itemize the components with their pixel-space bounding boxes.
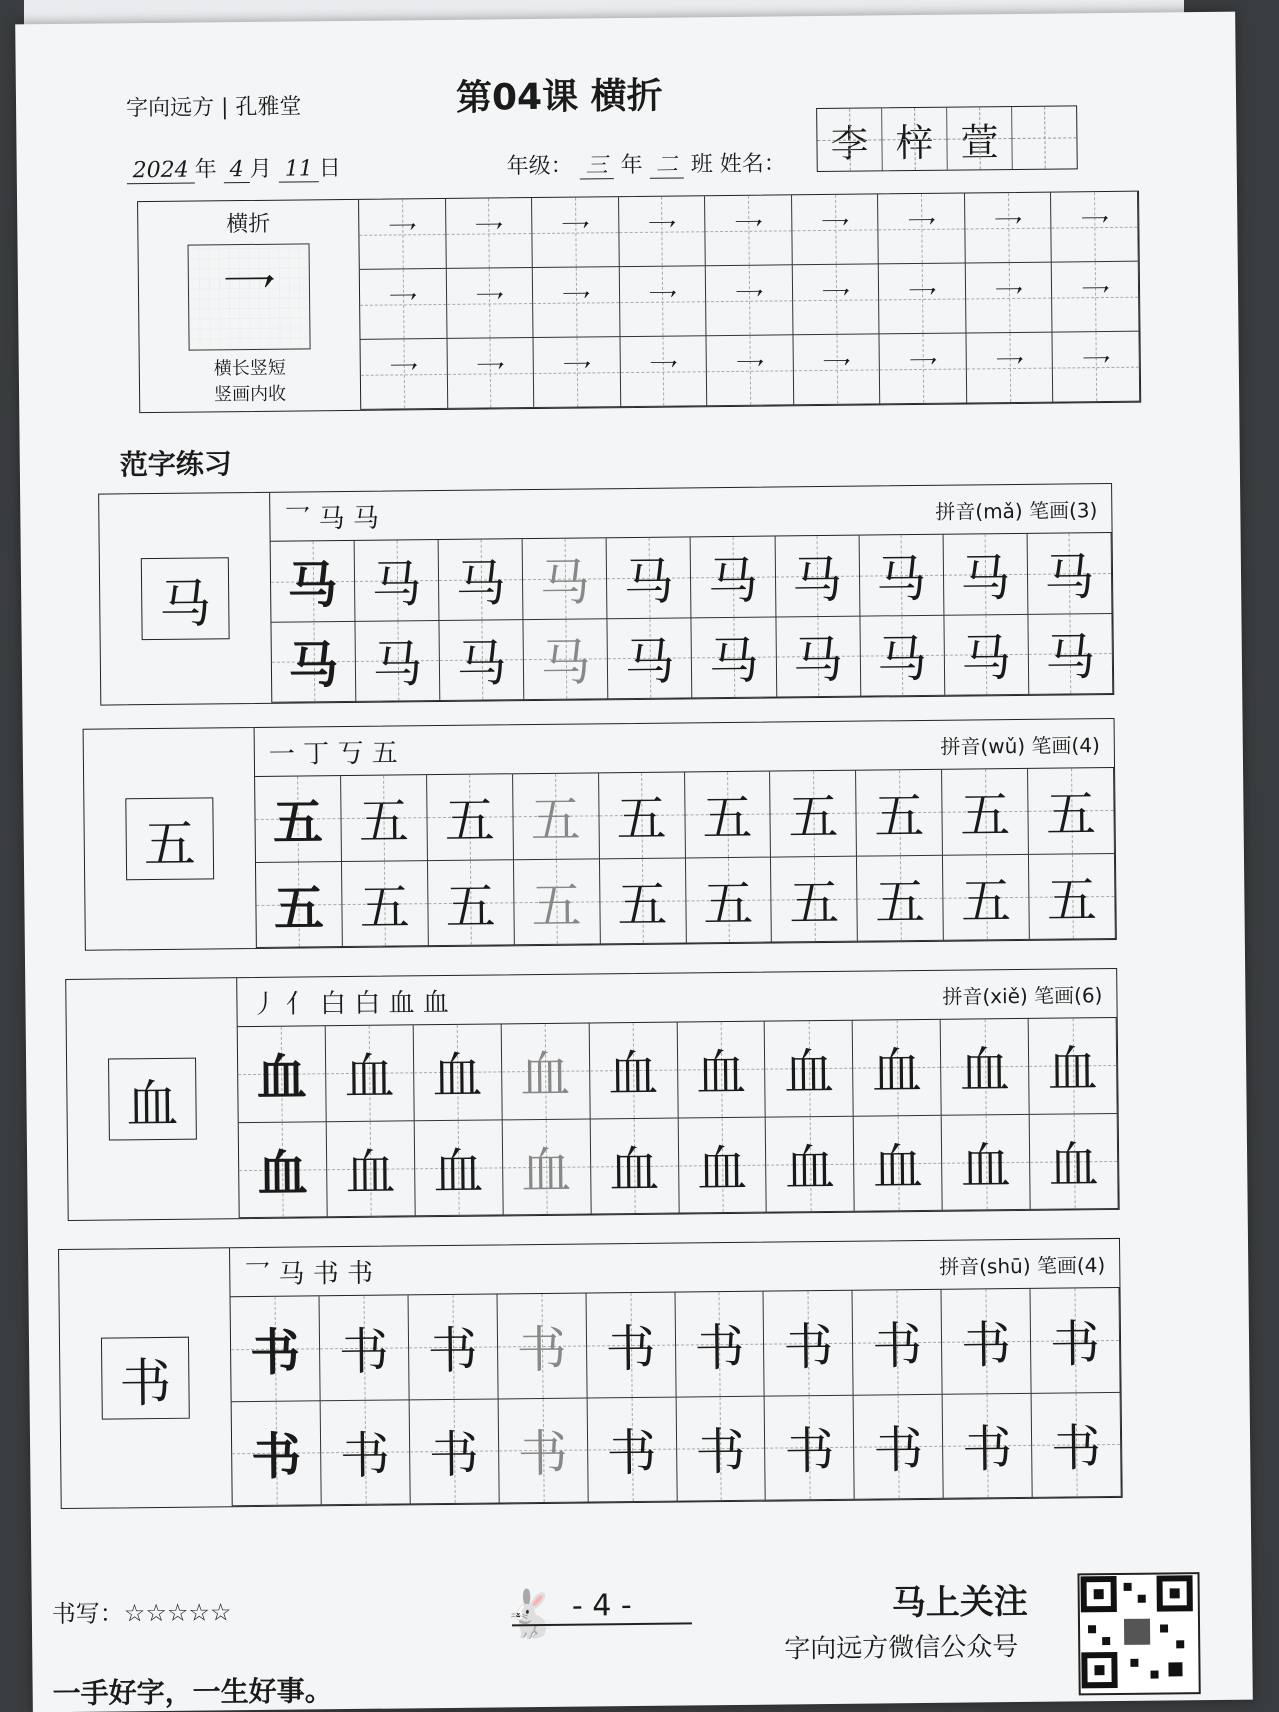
- practice-cell: [255, 776, 342, 862]
- stroke-glyph: 乛: [1079, 212, 1110, 248]
- practice-cell: [941, 1019, 1030, 1115]
- pinyin-strokes: 拼音(shū) 笔画(4): [939, 1252, 1106, 1279]
- practice-cell: [498, 1398, 588, 1503]
- practice-cell: [608, 618, 693, 699]
- practice-cell: [599, 772, 686, 858]
- practice-character: 书: [605, 1319, 656, 1379]
- practice-character: 书: [960, 1315, 1012, 1375]
- character-practice: [230, 1239, 1122, 1506]
- practice-character: 马: [371, 554, 423, 614]
- practice-character: 书: [250, 1426, 302, 1487]
- stroke-practice-cell: [706, 265, 793, 336]
- practice-cell: [414, 1120, 503, 1216]
- practice-character: 马: [372, 635, 423, 694]
- model-character: [59, 1248, 233, 1508]
- practice-cell: [271, 541, 356, 622]
- practice-character: 书: [783, 1317, 834, 1377]
- practice-cell: [1028, 768, 1115, 854]
- practice-cell: [766, 1116, 855, 1212]
- practice-cell: [327, 1121, 416, 1217]
- practice-character: 书: [1050, 1419, 1102, 1478]
- stroke-practice-cell: [965, 193, 1052, 264]
- practice-character: 五: [444, 791, 496, 851]
- stroke-practice-cell: [619, 266, 706, 337]
- rating-stars: ☆☆☆☆☆: [123, 1598, 232, 1628]
- practice-character: 书: [962, 1420, 1013, 1479]
- character-header: [270, 484, 1111, 542]
- practice-cell: [685, 772, 772, 858]
- practice-character: 五: [788, 873, 840, 933]
- practice-character: 五: [530, 790, 581, 850]
- practice-character: 血: [521, 1141, 572, 1200]
- practice-character: 书: [428, 1425, 480, 1485]
- practice-character: 五: [531, 876, 582, 935]
- practice-character: 五: [1045, 785, 1097, 844]
- stroke-practice-cell: [359, 199, 446, 270]
- practice-cell: [342, 861, 429, 947]
- practice-cell: [356, 621, 441, 702]
- character-practice: [255, 719, 1116, 948]
- stroke-tip-2: 竖画内收: [213, 383, 287, 406]
- practice-character: 马: [792, 631, 844, 690]
- stroke-tip-1: 横长竖短: [213, 357, 286, 380]
- practice-cell: [409, 1399, 499, 1504]
- practice-character: 书: [338, 1322, 390, 1381]
- practice-character: 五: [873, 787, 925, 846]
- rating: [52, 1592, 232, 1629]
- character-practice: [270, 484, 1113, 703]
- practice-cell: [1027, 533, 1112, 614]
- practice-cell: [271, 621, 356, 702]
- stroke-name: 横折: [226, 211, 271, 238]
- practice-cell: [692, 617, 777, 698]
- practice-character: 五: [359, 878, 411, 937]
- character-header: [255, 719, 1114, 777]
- practice-cell: [1031, 1288, 1121, 1393]
- stroke-glyph: 乛: [560, 287, 592, 324]
- stroke-glyph: 乛: [734, 356, 766, 392]
- stroke-glyph: 乛: [561, 357, 592, 394]
- practice-character: 五: [445, 877, 496, 936]
- practice-character: 血: [784, 1138, 836, 1198]
- practice-character: 五: [273, 878, 325, 938]
- practice-character: 书: [339, 1426, 391, 1486]
- practice-cell: [691, 537, 776, 618]
- practice-cell: [408, 1294, 498, 1399]
- practice-cell: [524, 619, 609, 700]
- name-char: [1012, 106, 1077, 169]
- stroke-practice-cell: [1051, 192, 1138, 263]
- practice-cell: [765, 1395, 855, 1500]
- stroke-order: 一 丁 丂 五: [268, 737, 398, 770]
- character-grid: [255, 768, 1116, 948]
- model-character-box: 五: [125, 797, 214, 880]
- practice-character: 血: [345, 1143, 396, 1202]
- stroke-glyph: 乛: [646, 217, 678, 253]
- practice-character: 马: [960, 548, 1011, 608]
- practice-character: 血: [432, 1046, 483, 1106]
- practice-character: 马: [960, 629, 1012, 688]
- stroke-glyph: 乛: [475, 358, 506, 395]
- stroke-order: 乛 马 书 书: [244, 1258, 374, 1290]
- practice-cell: [428, 860, 515, 946]
- practice-cell: [944, 614, 1029, 695]
- practice-character: 马: [456, 634, 507, 694]
- stroke-glyph: 乛: [387, 219, 418, 256]
- practice-cell: [678, 1117, 767, 1213]
- practice-character: 五: [616, 789, 667, 849]
- practice-character: 马: [791, 550, 843, 610]
- practice-cell: [771, 856, 858, 942]
- practice-cell: [859, 535, 944, 616]
- name-char: 萱: [947, 107, 1013, 170]
- practice-cell: [321, 1400, 411, 1505]
- stroke-glyph: 乛: [648, 357, 679, 393]
- practice-character: 书: [517, 1424, 569, 1484]
- stroke-practice-cell: [1053, 332, 1140, 403]
- stroke-glyph: 乛: [820, 285, 851, 321]
- practice-cell: [770, 771, 857, 857]
- practice-character: 马: [455, 554, 507, 613]
- practice-cell: [600, 858, 687, 944]
- practice-cell: [231, 1296, 321, 1401]
- practice-character: 马: [288, 635, 339, 695]
- practice-character: 马: [539, 553, 591, 612]
- character-practice: [237, 969, 1118, 1218]
- practice-cell: [319, 1295, 409, 1400]
- stroke-glyph: 乛: [388, 359, 419, 396]
- practice-cell: [853, 1020, 942, 1116]
- practice-cell: [256, 862, 343, 948]
- practice-cell: [854, 1115, 943, 1211]
- stroke-glyph: 乛: [1080, 282, 1111, 318]
- practice-cell: [685, 857, 772, 943]
- practice-cell: [943, 534, 1028, 615]
- practice-character: 书: [784, 1422, 835, 1481]
- practice-character: 五: [702, 789, 753, 848]
- qr-code-icon: [1077, 1572, 1200, 1695]
- practice-cell: [586, 1293, 676, 1398]
- practice-cell: [607, 537, 692, 618]
- practice-character: 血: [344, 1047, 395, 1107]
- practice-character: 马: [876, 630, 928, 689]
- practice-cell: [238, 1026, 327, 1122]
- pinyin-strokes: 拼音(xiě) 笔画(6): [942, 982, 1103, 1009]
- character-block: [58, 1238, 1123, 1509]
- stroke-practice-cell: [446, 198, 533, 269]
- practice-cell: [1030, 1113, 1119, 1209]
- practice-character: 血: [1047, 1040, 1099, 1099]
- stroke-practice-cell: [878, 193, 965, 264]
- practice-cell: [513, 773, 600, 859]
- stroke-glyph: 乛: [821, 355, 852, 391]
- character-grid: [238, 1018, 1119, 1218]
- practice-character: 五: [703, 874, 754, 934]
- character-grid: [231, 1288, 1122, 1506]
- practice-cell: [677, 1022, 766, 1118]
- practice-cell: [765, 1021, 854, 1117]
- stroke-practice-cell: [707, 335, 794, 406]
- practice-character: 血: [433, 1142, 484, 1201]
- section-title: 范字练习: [119, 447, 232, 482]
- pinyin-strokes: 拼音(wǔ) 笔画(4): [940, 732, 1100, 759]
- stroke-practice-cell: [532, 197, 619, 268]
- brand-logo: 字向远方 | 孔雅堂: [125, 94, 302, 122]
- stroke-practice-cell: [966, 263, 1053, 334]
- practice-cell: [523, 538, 608, 619]
- month-value: 4: [224, 157, 250, 183]
- practice-character: 马: [1044, 547, 1095, 607]
- stroke-practice-cell: [446, 268, 533, 339]
- practice-character: 血: [1048, 1135, 1100, 1195]
- stroke-glyph: 乛: [733, 216, 764, 252]
- date-line: 2024 年 4 月 11 日: [127, 151, 341, 184]
- practice-cell: [239, 1122, 328, 1218]
- stroke-practice-cell: [705, 195, 792, 266]
- practice-cell: [857, 855, 944, 941]
- practice-character: 血: [257, 1143, 308, 1203]
- practice-character: 血: [607, 1045, 659, 1104]
- practice-cell: [502, 1119, 591, 1215]
- practice-character: 书: [695, 1423, 746, 1482]
- practice-cell: [1029, 1018, 1118, 1114]
- stroke-practice-cell: [879, 263, 966, 334]
- practice-cell: [676, 1396, 766, 1501]
- stroke-practice-cell: [619, 196, 706, 267]
- practice-character: 马: [540, 633, 592, 693]
- stroke-glyph: 乛: [994, 353, 1025, 389]
- practice-cell: [232, 1401, 322, 1506]
- practice-cell: [439, 539, 524, 620]
- worksheet-page: [15, 12, 1253, 1712]
- rating-label: 书写：: [51, 1599, 124, 1629]
- practice-character: 书: [873, 1421, 924, 1480]
- practice-character: 马: [1045, 628, 1096, 687]
- stroke-glyph: 乛: [993, 283, 1024, 319]
- follow-subtitle: 字向远方微信公众号: [784, 1632, 1019, 1665]
- practice-cell: [856, 770, 943, 856]
- practice-cell: [440, 620, 525, 701]
- practice-cell: [501, 1023, 590, 1119]
- practice-character: 血: [520, 1045, 571, 1105]
- practice-cell: [942, 1114, 1031, 1210]
- practice-character: 五: [1046, 870, 1098, 930]
- practice-cell: [326, 1025, 415, 1121]
- practice-character: 马: [287, 554, 338, 615]
- stroke-glyph: 乛: [387, 289, 419, 326]
- practice-character: 五: [874, 872, 926, 932]
- stroke-practice-cell: [793, 264, 880, 335]
- stroke-glyph: 乛: [907, 354, 939, 390]
- stroke-glyph: 乛: [906, 214, 937, 250]
- page-number: - 4 -: [512, 1587, 692, 1626]
- stroke-practice-cell: [880, 333, 967, 404]
- practice-cell: [943, 854, 1030, 940]
- practice-character: 血: [608, 1140, 660, 1200]
- stroke-glyph: 乛: [647, 287, 678, 323]
- practice-cell: [854, 1394, 944, 1499]
- practice-cell: [942, 769, 1029, 855]
- day-value: 11: [279, 156, 319, 182]
- practice-character: 血: [695, 1044, 747, 1103]
- name-label: 姓名：: [719, 151, 786, 178]
- grade-value: 三: [580, 153, 614, 179]
- practice-character: 马: [623, 552, 675, 611]
- class-value: 二: [650, 152, 684, 178]
- practice-character: 书: [516, 1320, 568, 1380]
- stroke-practice-cell: [534, 337, 621, 408]
- stroke-info: [138, 200, 361, 412]
- model-character: [84, 728, 257, 950]
- practice-cell: [942, 1289, 1032, 1394]
- model-character-box: 血: [108, 1058, 197, 1141]
- motto: 一手好字，一生好事。: [52, 1674, 333, 1711]
- name-box: [816, 105, 1078, 172]
- practice-cell: [341, 775, 428, 861]
- pinyin-strokes: 拼音(mǎ) 笔画(3): [935, 497, 1098, 524]
- practice-cell: [675, 1292, 765, 1397]
- stroke-order: 乛 马 马: [284, 503, 380, 535]
- practice-character: 书: [427, 1321, 479, 1380]
- practice-cell: [587, 1397, 677, 1502]
- stroke-diagram: 乛: [188, 243, 311, 350]
- stroke-order: 丿 亻 白 白 血 血: [251, 987, 449, 1020]
- practice-character: 五: [358, 792, 410, 852]
- practice-character: 血: [959, 1041, 1011, 1100]
- practice-character: 马: [708, 631, 760, 691]
- stroke-glyph: 乛: [473, 218, 504, 255]
- practice-character: 马: [624, 632, 676, 692]
- practice-cell: [514, 859, 601, 945]
- character-block: [98, 483, 1114, 706]
- stroke-practice-cell: [360, 269, 447, 340]
- character-block: [83, 718, 1117, 951]
- practice-character: 血: [871, 1042, 923, 1101]
- class-line: 年级： 三 年 二 班 姓名：: [506, 151, 786, 180]
- stroke-glyph: 乛: [560, 217, 591, 254]
- practice-character: 马: [707, 551, 759, 610]
- practice-character: 书: [606, 1424, 658, 1483]
- practice-cell: [589, 1023, 678, 1119]
- practice-character: 五: [959, 786, 1011, 845]
- stroke-practice-cell: [966, 333, 1053, 404]
- character-block: [65, 968, 1119, 1221]
- practice-cell: [413, 1024, 502, 1120]
- stroke-practice-cell: [1052, 262, 1139, 333]
- rabbit-icon: 🐇: [501, 1586, 560, 1642]
- practice-cell: [590, 1118, 679, 1214]
- stroke-glyph: 乛: [733, 286, 765, 322]
- stroke-practice-block: [137, 191, 1141, 413]
- follow-title: 马上关注: [891, 1581, 1028, 1624]
- practice-character: 五: [960, 871, 1012, 931]
- name-char: 梓: [882, 108, 948, 171]
- model-character-box: 马: [141, 557, 230, 640]
- stroke-glyph: 乛: [1080, 352, 1112, 388]
- practice-cell: [1029, 853, 1116, 939]
- practice-cell: [776, 616, 861, 697]
- practice-character: 五: [617, 875, 668, 934]
- model-character: [66, 978, 240, 1220]
- practice-cell: [355, 540, 440, 621]
- practice-character: 五: [272, 792, 324, 853]
- practice-character: 血: [696, 1139, 748, 1199]
- practice-character: 马: [875, 549, 927, 609]
- practice-cell: [427, 774, 514, 860]
- practice-character: 血: [960, 1136, 1012, 1196]
- stroke-glyph: 乛: [907, 284, 938, 320]
- stroke-practice-cell: [620, 336, 707, 407]
- practice-cell: [775, 536, 860, 617]
- practice-cell: [860, 615, 945, 696]
- stroke-glyph: 乛: [992, 213, 1024, 249]
- character-grid: [271, 533, 1114, 703]
- practice-character: 书: [1049, 1314, 1101, 1374]
- practice-cell: [497, 1294, 587, 1399]
- stroke-glyph: 乛: [819, 215, 851, 251]
- practice-cell: [1028, 613, 1113, 694]
- practice-cell: [943, 1393, 1033, 1498]
- stroke-practice-cell: [361, 339, 448, 410]
- stroke-grid: [359, 192, 1140, 410]
- stroke-practice-cell: [447, 338, 534, 409]
- practice-cell: [1032, 1392, 1122, 1497]
- practice-cell: [764, 1291, 854, 1396]
- practice-character: 书: [872, 1316, 923, 1376]
- practice-character: 五: [788, 788, 839, 847]
- stroke-practice-cell: [793, 334, 880, 405]
- model-character: [99, 493, 272, 705]
- practice-cell: [853, 1290, 943, 1395]
- name-char: 李: [817, 108, 883, 171]
- stroke-practice-cell: [792, 194, 879, 265]
- practice-character: 血: [872, 1137, 924, 1197]
- practice-character: 书: [694, 1318, 745, 1378]
- stroke-practice-cell: [533, 267, 620, 338]
- model-character-box: 书: [101, 1337, 190, 1420]
- practice-character: 血: [783, 1043, 835, 1102]
- year-value: 2024: [127, 158, 195, 185]
- practice-character: 血: [256, 1047, 307, 1108]
- practice-character: 书: [249, 1322, 301, 1382]
- lesson-title: 第04课 横折: [455, 75, 663, 119]
- stroke-glyph: 乛: [474, 288, 505, 325]
